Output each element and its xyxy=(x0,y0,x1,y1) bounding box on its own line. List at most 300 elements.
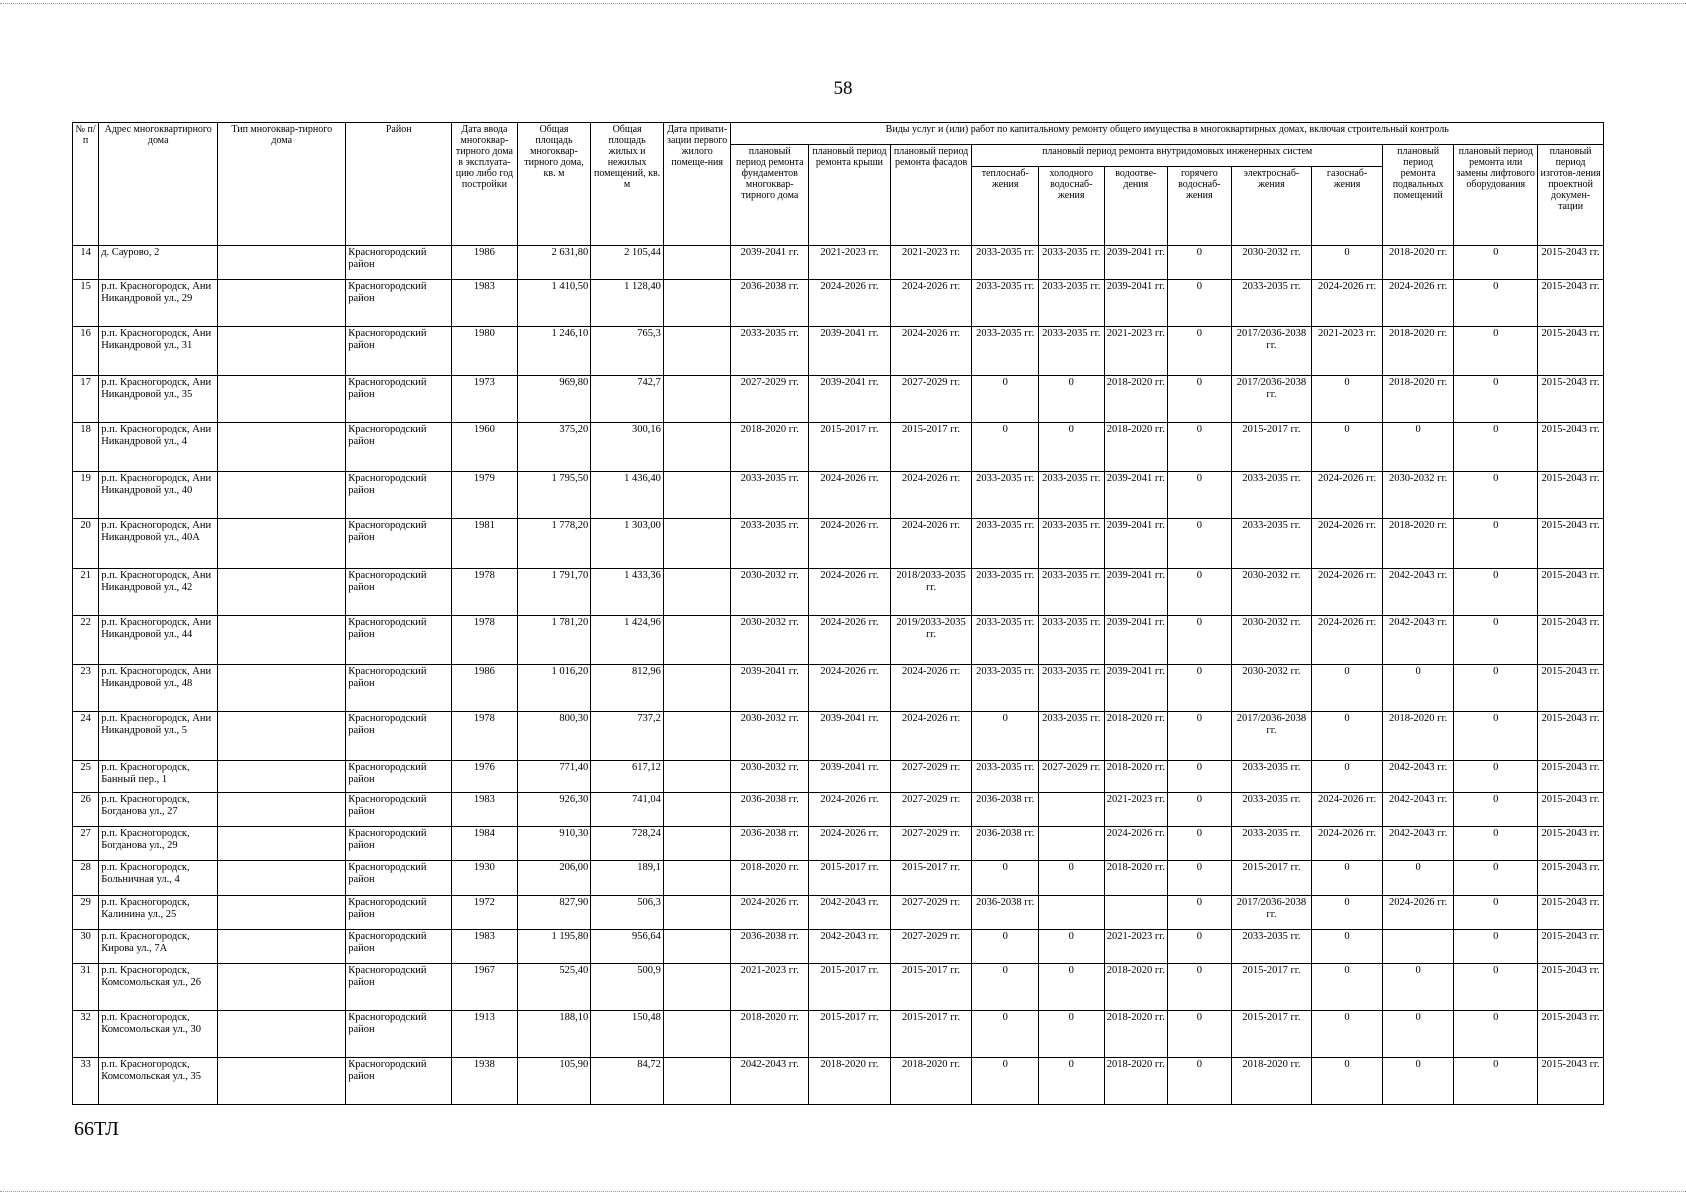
cell-elec: 2033-2035 гг. xyxy=(1231,280,1312,327)
cell-elec: 2015-2017 гг. xyxy=(1231,861,1312,895)
cell-address: р.п. Красногородск, Ани Никандровой ул., 40 xyxy=(99,472,218,519)
cell-basement: 2018-2020 гг. xyxy=(1382,519,1454,568)
cell-type xyxy=(218,760,346,792)
cell-heating: 2033-2035 гг. xyxy=(972,472,1039,519)
cell-type xyxy=(218,1010,346,1057)
cell-living: 956,64 xyxy=(591,929,664,963)
cell-year: 1978 xyxy=(452,711,518,760)
cell-year: 1986 xyxy=(452,664,518,711)
cell-address: р.п. Красногородск, Комсомольская ул., 35 xyxy=(99,1057,218,1104)
cell-type xyxy=(218,895,346,929)
cell-foundation: 2033-2035 гг. xyxy=(731,327,809,376)
cell-elec: 2033-2035 гг. xyxy=(1231,792,1312,826)
cell-year: 1983 xyxy=(452,280,518,327)
cell-priv xyxy=(663,423,731,472)
cell-type xyxy=(218,664,346,711)
cell-heating: 0 xyxy=(972,423,1039,472)
cell-hot: 0 xyxy=(1168,664,1232,711)
cell-facade: 2024-2026 гг. xyxy=(890,711,972,760)
cell-basement: 2042-2043 гг. xyxy=(1382,568,1454,615)
cell-type xyxy=(218,280,346,327)
cell-living: 1 128,40 xyxy=(591,280,664,327)
cell-cold: 2033-2035 гг. xyxy=(1038,664,1104,711)
cell-total: 375,20 xyxy=(517,423,591,472)
cell-type xyxy=(218,423,346,472)
cell-foundation: 2036-2038 гг. xyxy=(731,827,809,861)
cell-design: 2015-2043 гг. xyxy=(1538,895,1604,929)
cell-heating: 2036-2038 гг. xyxy=(972,895,1039,929)
cell-facade: 2019/2033-2035 гг. xyxy=(890,615,972,664)
cell-year: 1960 xyxy=(452,423,518,472)
cell-cold: 2033-2035 гг. xyxy=(1038,246,1104,280)
cell-hot: 0 xyxy=(1168,280,1232,327)
cell-design: 2015-2043 гг. xyxy=(1538,568,1604,615)
table-row xyxy=(73,615,1604,664)
cell-living: 742,7 xyxy=(591,376,664,423)
cell-address: р.п. Красногородск, Ани Никандровой ул., 5 xyxy=(99,711,218,760)
cell-total: 910,30 xyxy=(517,827,591,861)
cell-address: р.п. Красногородск, Ани Никандровой ул., 4 xyxy=(99,423,218,472)
cell-gas: 0 xyxy=(1312,1010,1383,1057)
header-house-type: Тип многоквар-тирного дома xyxy=(218,123,346,246)
cell-total: 1 016,20 xyxy=(517,664,591,711)
cell-cold: 0 xyxy=(1038,1057,1104,1104)
table-row xyxy=(73,711,1604,760)
cell-basement: 2018-2020 гг. xyxy=(1382,711,1454,760)
cell-heating: 2033-2035 гг. xyxy=(972,568,1039,615)
cell-gas: 0 xyxy=(1312,1057,1383,1104)
cell-district: Красногородский район xyxy=(346,895,452,929)
cell-total: 2 631,80 xyxy=(517,246,591,280)
cell-living: 737,2 xyxy=(591,711,664,760)
cell-hot: 0 xyxy=(1168,861,1232,895)
cell-design: 2015-2043 гг. xyxy=(1538,519,1604,568)
cell-total: 926,30 xyxy=(517,792,591,826)
cell-drain: 2018-2020 гг. xyxy=(1104,760,1168,792)
cell-living: 765,3 xyxy=(591,327,664,376)
cell-roof: 2015-2017 гг. xyxy=(809,963,891,1010)
cell-n: 18 xyxy=(73,423,99,472)
cell-drain: 2018-2020 гг. xyxy=(1104,963,1168,1010)
cell-heating: 0 xyxy=(972,1057,1039,1104)
cell-district: Красногородский район xyxy=(346,1010,452,1057)
cell-gas: 2024-2026 гг. xyxy=(1312,615,1383,664)
cell-foundation: 2036-2038 гг. xyxy=(731,792,809,826)
cell-district: Красногородский район xyxy=(346,861,452,895)
cell-cold: 2033-2035 гг. xyxy=(1038,519,1104,568)
cell-living: 150,48 xyxy=(591,1010,664,1057)
cell-cold: 0 xyxy=(1038,423,1104,472)
cell-roof: 2042-2043 гг. xyxy=(809,929,891,963)
header-commission-date: Дата ввода многоквар-тирного дома в эксплуата-цию либо год постройки xyxy=(452,123,518,246)
cell-n: 29 xyxy=(73,895,99,929)
cell-hot: 0 xyxy=(1168,711,1232,760)
cell-roof: 2024-2026 гг. xyxy=(809,615,891,664)
cell-gas: 2024-2026 гг. xyxy=(1312,519,1383,568)
cell-type xyxy=(218,376,346,423)
header-basement: плановый период ремонта подвальных помещений xyxy=(1382,145,1454,246)
cell-basement: 2030-2032 гг. xyxy=(1382,472,1454,519)
cell-elec: 2033-2035 гг. xyxy=(1231,827,1312,861)
cell-hot: 0 xyxy=(1168,792,1232,826)
cell-priv xyxy=(663,861,731,895)
header-num: № п/п xyxy=(73,123,99,246)
cell-roof: 2042-2043 гг. xyxy=(809,895,891,929)
cell-address: р.п. Красногородск, Калинина ул., 25 xyxy=(99,895,218,929)
header-living-area: Общая площадь жилых и нежилых помещений, кв. м xyxy=(591,123,664,246)
header-privatization-date: Дата привати-зации первого жилого помеще-ния xyxy=(663,123,731,246)
cell-n: 25 xyxy=(73,760,99,792)
cell-type xyxy=(218,246,346,280)
table-row xyxy=(73,472,1604,519)
header-hot-water: горячего водоснаб-жения xyxy=(1168,167,1232,246)
cell-year: 1983 xyxy=(452,792,518,826)
cell-design: 2015-2043 гг. xyxy=(1538,615,1604,664)
table-row xyxy=(73,1010,1604,1057)
table-row xyxy=(73,1057,1604,1104)
cell-basement: 0 xyxy=(1382,423,1454,472)
cell-living: 741,04 xyxy=(591,792,664,826)
cell-elevator: 0 xyxy=(1454,376,1538,423)
table-row xyxy=(73,760,1604,792)
cell-basement: 2018-2020 гг. xyxy=(1382,376,1454,423)
cell-total: 800,30 xyxy=(517,711,591,760)
cell-gas: 0 xyxy=(1312,861,1383,895)
cell-basement: 2018-2020 гг. xyxy=(1382,246,1454,280)
cell-design: 2015-2043 гг. xyxy=(1538,929,1604,963)
cell-basement xyxy=(1382,929,1454,963)
cell-roof: 2018-2020 гг. xyxy=(809,1057,891,1104)
cell-address: р.п. Красногородск, Комсомольская ул., 30 xyxy=(99,1010,218,1057)
cell-elevator: 0 xyxy=(1454,327,1538,376)
cell-facade: 2015-2017 гг. xyxy=(890,861,972,895)
cell-n: 20 xyxy=(73,519,99,568)
cell-total: 1 795,50 xyxy=(517,472,591,519)
cell-gas: 0 xyxy=(1312,246,1383,280)
cell-year: 1972 xyxy=(452,895,518,929)
cell-facade: 2015-2017 гг. xyxy=(890,423,972,472)
cell-type xyxy=(218,519,346,568)
cell-roof: 2024-2026 гг. xyxy=(809,827,891,861)
cell-roof: 2015-2017 гг. xyxy=(809,861,891,895)
cell-type xyxy=(218,963,346,1010)
capital-repair-table xyxy=(72,122,1604,1105)
cell-gas: 2024-2026 гг. xyxy=(1312,280,1383,327)
cell-foundation: 2030-2032 гг. xyxy=(731,760,809,792)
cell-address: р.п. Красногородск, Ани Никандровой ул., 40А xyxy=(99,519,218,568)
cell-elevator: 0 xyxy=(1454,861,1538,895)
cell-priv xyxy=(663,963,731,1010)
cell-priv xyxy=(663,472,731,519)
cell-basement: 0 xyxy=(1382,1010,1454,1057)
cell-elec: 2015-2017 гг. xyxy=(1231,1010,1312,1057)
cell-address: р.п. Красногородск, Банный пер., 1 xyxy=(99,760,218,792)
cell-elec: 2015-2017 гг. xyxy=(1231,963,1312,1010)
header-drainage: водоотве-дения xyxy=(1104,167,1168,246)
cell-facade: 2024-2026 гг. xyxy=(890,664,972,711)
cell-cold: 2033-2035 гг. xyxy=(1038,711,1104,760)
cell-district: Красногородский район xyxy=(346,519,452,568)
cell-heating: 0 xyxy=(972,1010,1039,1057)
header-foundation: плановый период ремонта фундаментов многоквар-тирного дома xyxy=(731,145,809,246)
cell-drain: 2018-2020 гг. xyxy=(1104,376,1168,423)
cell-foundation: 2030-2032 гг. xyxy=(731,615,809,664)
cell-district: Красногородский район xyxy=(346,664,452,711)
cell-n: 33 xyxy=(73,1057,99,1104)
cell-elevator: 0 xyxy=(1454,280,1538,327)
cell-facade: 2018/2033-2035 гг. xyxy=(890,568,972,615)
cell-basement: 0 xyxy=(1382,963,1454,1010)
cell-total: 827,90 xyxy=(517,895,591,929)
cell-hot: 0 xyxy=(1168,423,1232,472)
cell-design: 2015-2043 гг. xyxy=(1538,861,1604,895)
cell-hot: 0 xyxy=(1168,895,1232,929)
cell-roof: 2024-2026 гг. xyxy=(809,792,891,826)
header-heating: теплоснаб-жения xyxy=(972,167,1039,246)
cell-design: 2015-2043 гг. xyxy=(1538,1010,1604,1057)
cell-hot: 0 xyxy=(1168,568,1232,615)
cell-priv xyxy=(663,827,731,861)
cell-priv xyxy=(663,1057,731,1104)
cell-year: 1986 xyxy=(452,246,518,280)
cell-type xyxy=(218,861,346,895)
cell-district: Красногородский район xyxy=(346,963,452,1010)
cell-elec: 2018-2020 гг. xyxy=(1231,1057,1312,1104)
cell-design: 2015-2043 гг. xyxy=(1538,711,1604,760)
cell-priv xyxy=(663,615,731,664)
cell-design: 2015-2043 гг. xyxy=(1538,792,1604,826)
cell-n: 26 xyxy=(73,792,99,826)
cell-district: Красногородский район xyxy=(346,615,452,664)
cell-elevator: 0 xyxy=(1454,568,1538,615)
table-row xyxy=(73,246,1604,280)
table-row xyxy=(73,827,1604,861)
cell-design: 2015-2043 гг. xyxy=(1538,280,1604,327)
header-facade: плановый период ремонта фасадов xyxy=(890,145,972,246)
table-row xyxy=(73,519,1604,568)
cell-elevator: 0 xyxy=(1454,929,1538,963)
cell-design: 2015-2043 гг. xyxy=(1538,963,1604,1010)
cell-total: 525,40 xyxy=(517,963,591,1010)
cell-basement: 2042-2043 гг. xyxy=(1382,615,1454,664)
table-row xyxy=(73,895,1604,929)
cell-hot: 0 xyxy=(1168,1057,1232,1104)
cell-n: 32 xyxy=(73,1010,99,1057)
cell-design: 2015-2043 гг. xyxy=(1538,246,1604,280)
cell-priv xyxy=(663,929,731,963)
cell-basement: 2024-2026 гг. xyxy=(1382,280,1454,327)
cell-gas: 0 xyxy=(1312,376,1383,423)
cell-basement: 0 xyxy=(1382,664,1454,711)
cell-living: 1 436,40 xyxy=(591,472,664,519)
cell-design: 2015-2043 гг. xyxy=(1538,472,1604,519)
cell-n: 19 xyxy=(73,472,99,519)
table-row xyxy=(73,929,1604,963)
header-cold-water: холодного водоснаб-жения xyxy=(1038,167,1104,246)
cell-address: р.п. Красногородск, Богданова ул., 27 xyxy=(99,792,218,826)
cell-roof: 2039-2041 гг. xyxy=(809,327,891,376)
cell-foundation: 2030-2032 гг. xyxy=(731,568,809,615)
cell-total: 969,80 xyxy=(517,376,591,423)
cell-drain: 2039-2041 гг. xyxy=(1104,280,1168,327)
cell-elevator: 0 xyxy=(1454,827,1538,861)
cell-heating: 2033-2035 гг. xyxy=(972,519,1039,568)
cell-foundation: 2018-2020 гг. xyxy=(731,861,809,895)
cell-drain: 2021-2023 гг. xyxy=(1104,929,1168,963)
cell-design: 2015-2043 гг. xyxy=(1538,827,1604,861)
cell-facade: 2027-2029 гг. xyxy=(890,929,972,963)
page-number: 58 xyxy=(833,78,853,99)
cell-type xyxy=(218,568,346,615)
cell-elevator: 0 xyxy=(1454,472,1538,519)
cell-living: 617,12 xyxy=(591,760,664,792)
table-row xyxy=(73,423,1604,472)
cell-address: р.п. Красногородск, Больничная ул., 4 xyxy=(99,861,218,895)
cell-roof: 2024-2026 гг. xyxy=(809,280,891,327)
cell-drain: 2039-2041 гг. xyxy=(1104,246,1168,280)
cell-foundation: 2033-2035 гг. xyxy=(731,519,809,568)
cell-gas: 0 xyxy=(1312,760,1383,792)
cell-year: 1976 xyxy=(452,760,518,792)
cell-facade: 2024-2026 гг. xyxy=(890,280,972,327)
cell-living: 1 424,96 xyxy=(591,615,664,664)
cell-living: 189,1 xyxy=(591,861,664,895)
cell-drain: 2018-2020 гг. xyxy=(1104,1010,1168,1057)
cell-drain: 2039-2041 гг. xyxy=(1104,615,1168,664)
cell-elevator: 0 xyxy=(1454,519,1538,568)
cell-elec: 2017/2036-2038 гг. xyxy=(1231,376,1312,423)
cell-gas: 2024-2026 гг. xyxy=(1312,472,1383,519)
footer-code: 66ТЛ xyxy=(74,1118,119,1140)
table-row xyxy=(73,664,1604,711)
cell-facade: 2024-2026 гг. xyxy=(890,327,972,376)
cell-hot: 0 xyxy=(1168,1010,1232,1057)
cell-roof: 2024-2026 гг. xyxy=(809,519,891,568)
cell-living: 84,72 xyxy=(591,1057,664,1104)
cell-hot: 0 xyxy=(1168,827,1232,861)
cell-facade: 2027-2029 гг. xyxy=(890,792,972,826)
cell-foundation: 2018-2020 гг. xyxy=(731,423,809,472)
cell-district: Красногородский район xyxy=(346,827,452,861)
cell-total: 1 781,20 xyxy=(517,615,591,664)
cell-elec: 2030-2032 гг. xyxy=(1231,568,1312,615)
cell-gas: 0 xyxy=(1312,895,1383,929)
cell-total: 1 778,20 xyxy=(517,519,591,568)
cell-year: 1980 xyxy=(452,327,518,376)
cell-foundation: 2036-2038 гг. xyxy=(731,929,809,963)
cell-district: Красногородский район xyxy=(346,280,452,327)
cell-total: 1 246,10 xyxy=(517,327,591,376)
cell-elec: 2033-2035 гг. xyxy=(1231,519,1312,568)
cell-district: Красногородский район xyxy=(346,246,452,280)
cell-type xyxy=(218,929,346,963)
header-works-group: Виды услуг и (или) работ по капитальному ремонту общего имущества в многоквартирных домах, включая строительный контроль xyxy=(731,123,1604,145)
cell-foundation: 2027-2029 гг. xyxy=(731,376,809,423)
cell-living: 506,3 xyxy=(591,895,664,929)
cell-district: Красногородский район xyxy=(346,929,452,963)
cell-basement: 0 xyxy=(1382,861,1454,895)
cell-foundation: 2039-2041 гг. xyxy=(731,246,809,280)
cell-address: р.п. Красногородск, Комсомольская ул., 26 xyxy=(99,963,218,1010)
cell-district: Красногородский район xyxy=(346,1057,452,1104)
cell-living: 500,9 xyxy=(591,963,664,1010)
cell-roof: 2024-2026 гг. xyxy=(809,664,891,711)
cell-basement: 2024-2026 гг. xyxy=(1382,895,1454,929)
cell-drain: 2018-2020 гг. xyxy=(1104,861,1168,895)
table-row xyxy=(73,861,1604,895)
cell-n: 15 xyxy=(73,280,99,327)
cell-address: р.п. Красногородск, Ани Никандровой ул., 44 xyxy=(99,615,218,664)
cell-heating: 2033-2035 гг. xyxy=(972,327,1039,376)
cell-facade: 2027-2029 гг. xyxy=(890,760,972,792)
cell-gas: 0 xyxy=(1312,423,1383,472)
cell-drain: 2018-2020 гг. xyxy=(1104,423,1168,472)
cell-cold: 2033-2035 гг. xyxy=(1038,472,1104,519)
cell-district: Красногородский район xyxy=(346,711,452,760)
cell-heating: 2033-2035 гг. xyxy=(972,246,1039,280)
cell-year: 1984 xyxy=(452,827,518,861)
cell-heating: 0 xyxy=(972,929,1039,963)
cell-drain: 2039-2041 гг. xyxy=(1104,568,1168,615)
cell-total: 105,90 xyxy=(517,1057,591,1104)
table-row xyxy=(73,792,1604,826)
cell-basement: 0 xyxy=(1382,1057,1454,1104)
cell-priv xyxy=(663,519,731,568)
header-roof: плановый период ремонта крыши xyxy=(809,145,891,246)
cell-foundation: 2030-2032 гг. xyxy=(731,711,809,760)
cell-hot: 0 xyxy=(1168,376,1232,423)
cell-gas: 2024-2026 гг. xyxy=(1312,568,1383,615)
cell-total: 206,00 xyxy=(517,861,591,895)
table-row xyxy=(73,280,1604,327)
cell-district: Красногородский район xyxy=(346,472,452,519)
cell-total: 771,40 xyxy=(517,760,591,792)
cell-design: 2015-2043 гг. xyxy=(1538,376,1604,423)
cell-cold: 2027-2029 гг. xyxy=(1038,760,1104,792)
cell-gas: 0 xyxy=(1312,711,1383,760)
cell-type xyxy=(218,827,346,861)
cell-drain: 2039-2041 гг. xyxy=(1104,519,1168,568)
cell-heating: 2033-2035 гг. xyxy=(972,664,1039,711)
cell-year: 1938 xyxy=(452,1057,518,1104)
cell-type xyxy=(218,792,346,826)
cell-year: 1978 xyxy=(452,568,518,615)
header-total-area: Общая площадь многоквар-тирного дома, кв. м xyxy=(517,123,591,246)
cell-type xyxy=(218,1057,346,1104)
cell-heating: 0 xyxy=(972,963,1039,1010)
cell-elec: 2033-2035 гг. xyxy=(1231,929,1312,963)
cell-address: р.п. Красногородск, Ани Никандровой ул., 42 xyxy=(99,568,218,615)
cell-year: 1979 xyxy=(452,472,518,519)
cell-hot: 0 xyxy=(1168,246,1232,280)
cell-elec: 2030-2032 гг. xyxy=(1231,615,1312,664)
cell-year: 1967 xyxy=(452,963,518,1010)
cell-facade: 2015-2017 гг. xyxy=(890,1010,972,1057)
cell-priv xyxy=(663,327,731,376)
cell-roof: 2015-2017 гг. xyxy=(809,1010,891,1057)
cell-drain xyxy=(1104,895,1168,929)
cell-living: 812,96 xyxy=(591,664,664,711)
cell-year: 1981 xyxy=(452,519,518,568)
header-elevator: плановый период ремонта или замены лифтового оборудования xyxy=(1454,145,1538,246)
table-body xyxy=(73,246,1604,1105)
cell-district: Красногородский район xyxy=(346,327,452,376)
cell-type xyxy=(218,327,346,376)
cell-elevator: 0 xyxy=(1454,760,1538,792)
header-address: Адрес многоквартирного дома xyxy=(99,123,218,246)
cell-drain: 2039-2041 гг. xyxy=(1104,472,1168,519)
cell-year: 1913 xyxy=(452,1010,518,1057)
